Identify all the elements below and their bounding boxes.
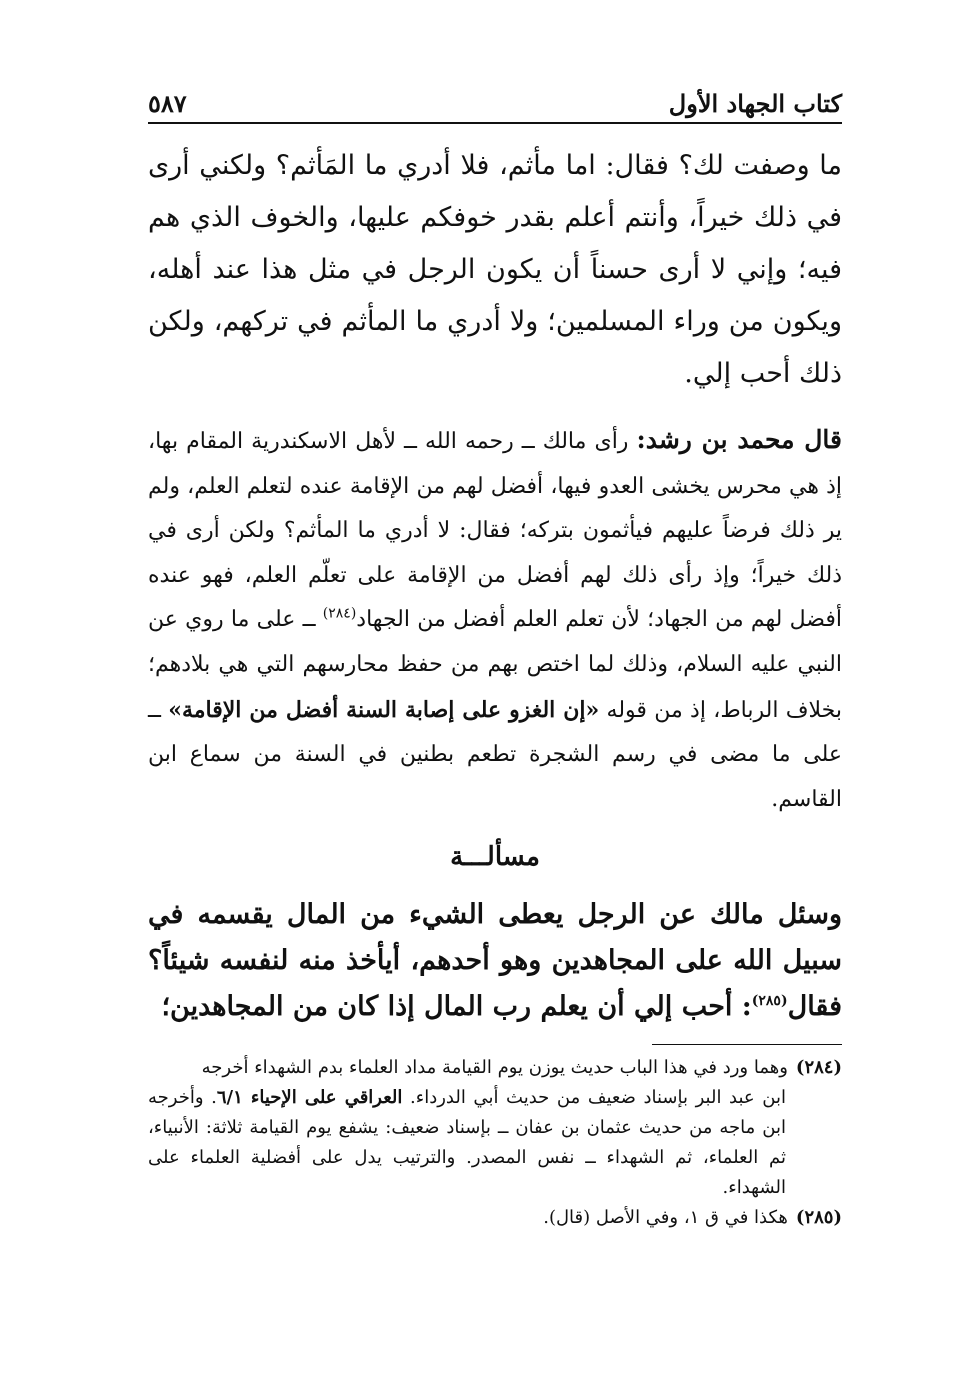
hadith-quote: «إن الغزو على إصابة السنة أفضل من الإقامة» [168, 696, 600, 723]
footnote-body-b: . وأخرجه ابن ماجه من حديث عثمان بن عفان ــ بإسناد ضعيف: يشفع يوم القيامة ثلاثة: الأنبياء، ثم العلماء، ثم الشهداء ــ نفس المصدر. والترتيب يدل على أفضلية العلماء على الشهداء. [148, 1087, 786, 1199]
paragraph-3-text-b: : أحب إلي أن يعلم رب المال إذا كان من المجاهدين؛ [161, 991, 752, 1023]
footnote-first-line: وهما ورد في هذا الباب حديث يوزن يوم القيامة مداد العلماء بدم الشهداء أخرجه [201, 1057, 788, 1079]
footnote-284-body [148, 1083, 842, 1203]
paragraph-1 [148, 140, 842, 400]
footnote-285 [148, 1203, 842, 1233]
footnote-number: (٢٨٥) [795, 1207, 842, 1229]
footnote-ref-285[interactable]: (٢٨٥) [751, 993, 788, 1010]
footnote-citation: العراقي على الإحياء ٦/١ [216, 1087, 403, 1109]
section-heading: مسألـــة [450, 842, 540, 873]
footnote-divider [652, 1044, 842, 1045]
footnote-284 [148, 1053, 842, 1083]
footnote-body-a: ابن عبد البر بإسناد ضعيف من حديث أبي الدرداء. [402, 1087, 786, 1109]
paragraph-3 [148, 892, 842, 1030]
paragraph-3-text-a: وسئل مالك عن الرجل يعطى الشيء من المال يقسمه في سبيل الله على المجاهدين وهو أحدهم، أيأخذ منه لنفسه شيئاً؟ فقال [148, 899, 842, 1023]
paragraph-2-text-a: رأى مالك ــ رحمه الله ــ لأهل الاسكندرية المقام بها، إذ هي محرس يخشى العدو فيها، أفضل لهم من الإقامة عنده لتعلم العلم، ولم ير ذلك فرضاً عليهم فيأثمون بتركه؛ فقال: لا أدري ما المأثم؟ ولكن أرى في ذلك خيراً؛ وإذ رأى ذلك لهم أفضل من الإقامة على تعلّم العلم، فهو عنده أفضل لهم من الجهاد؛ لأن تعلم العلم أفضل من الجهاد [148, 429, 842, 633]
running-title: كتاب الجهاد الأول [668, 89, 842, 118]
paragraph-2 [148, 418, 842, 822]
footnote-number: (٢٨٤) [795, 1057, 842, 1079]
footnotes [148, 1053, 842, 1233]
commentary-lead: قال محمد بن رشد: [636, 425, 842, 454]
paragraph-2-text-b: ــ على ما روي عن النبي عليه السلام، وذلك لما اختص بهم من حفظ محارسهم التي هي بلادهم؛ بخلاف الرباط، إذ من قوله [148, 607, 842, 723]
book-page [148, 88, 842, 1233]
page-number: ٥٨٧ [148, 89, 187, 118]
footnote-text: هكذا في ق ١، وفي الأصل (قال). [543, 1207, 788, 1229]
paragraph-2-text-c: ــ على ما مضى في رسم الشجرة تطعم بطنين في السنة من سماع ابن القاسم. [148, 697, 842, 812]
running-header [148, 88, 842, 124]
paragraph-1-text: ما وصفت لك؟ فقال: اما مأثم، فلا أدري ما المَأثم؟ ولكني أرى في ذلك خيراً، وأنتم أعلم بقدر خوفكم عليها، والخوف الذي هم فيه؛ وإني لا أرى حسناً أن يكون الرجل في مثل هذا عند أهله، ويكون من وراء المسلمين؛ ولا أدري ما المأثم في تركهم، ولكن ذلك أحب إلي. [148, 150, 842, 389]
footnote-ref-284[interactable]: (٢٨٤) [322, 606, 357, 623]
